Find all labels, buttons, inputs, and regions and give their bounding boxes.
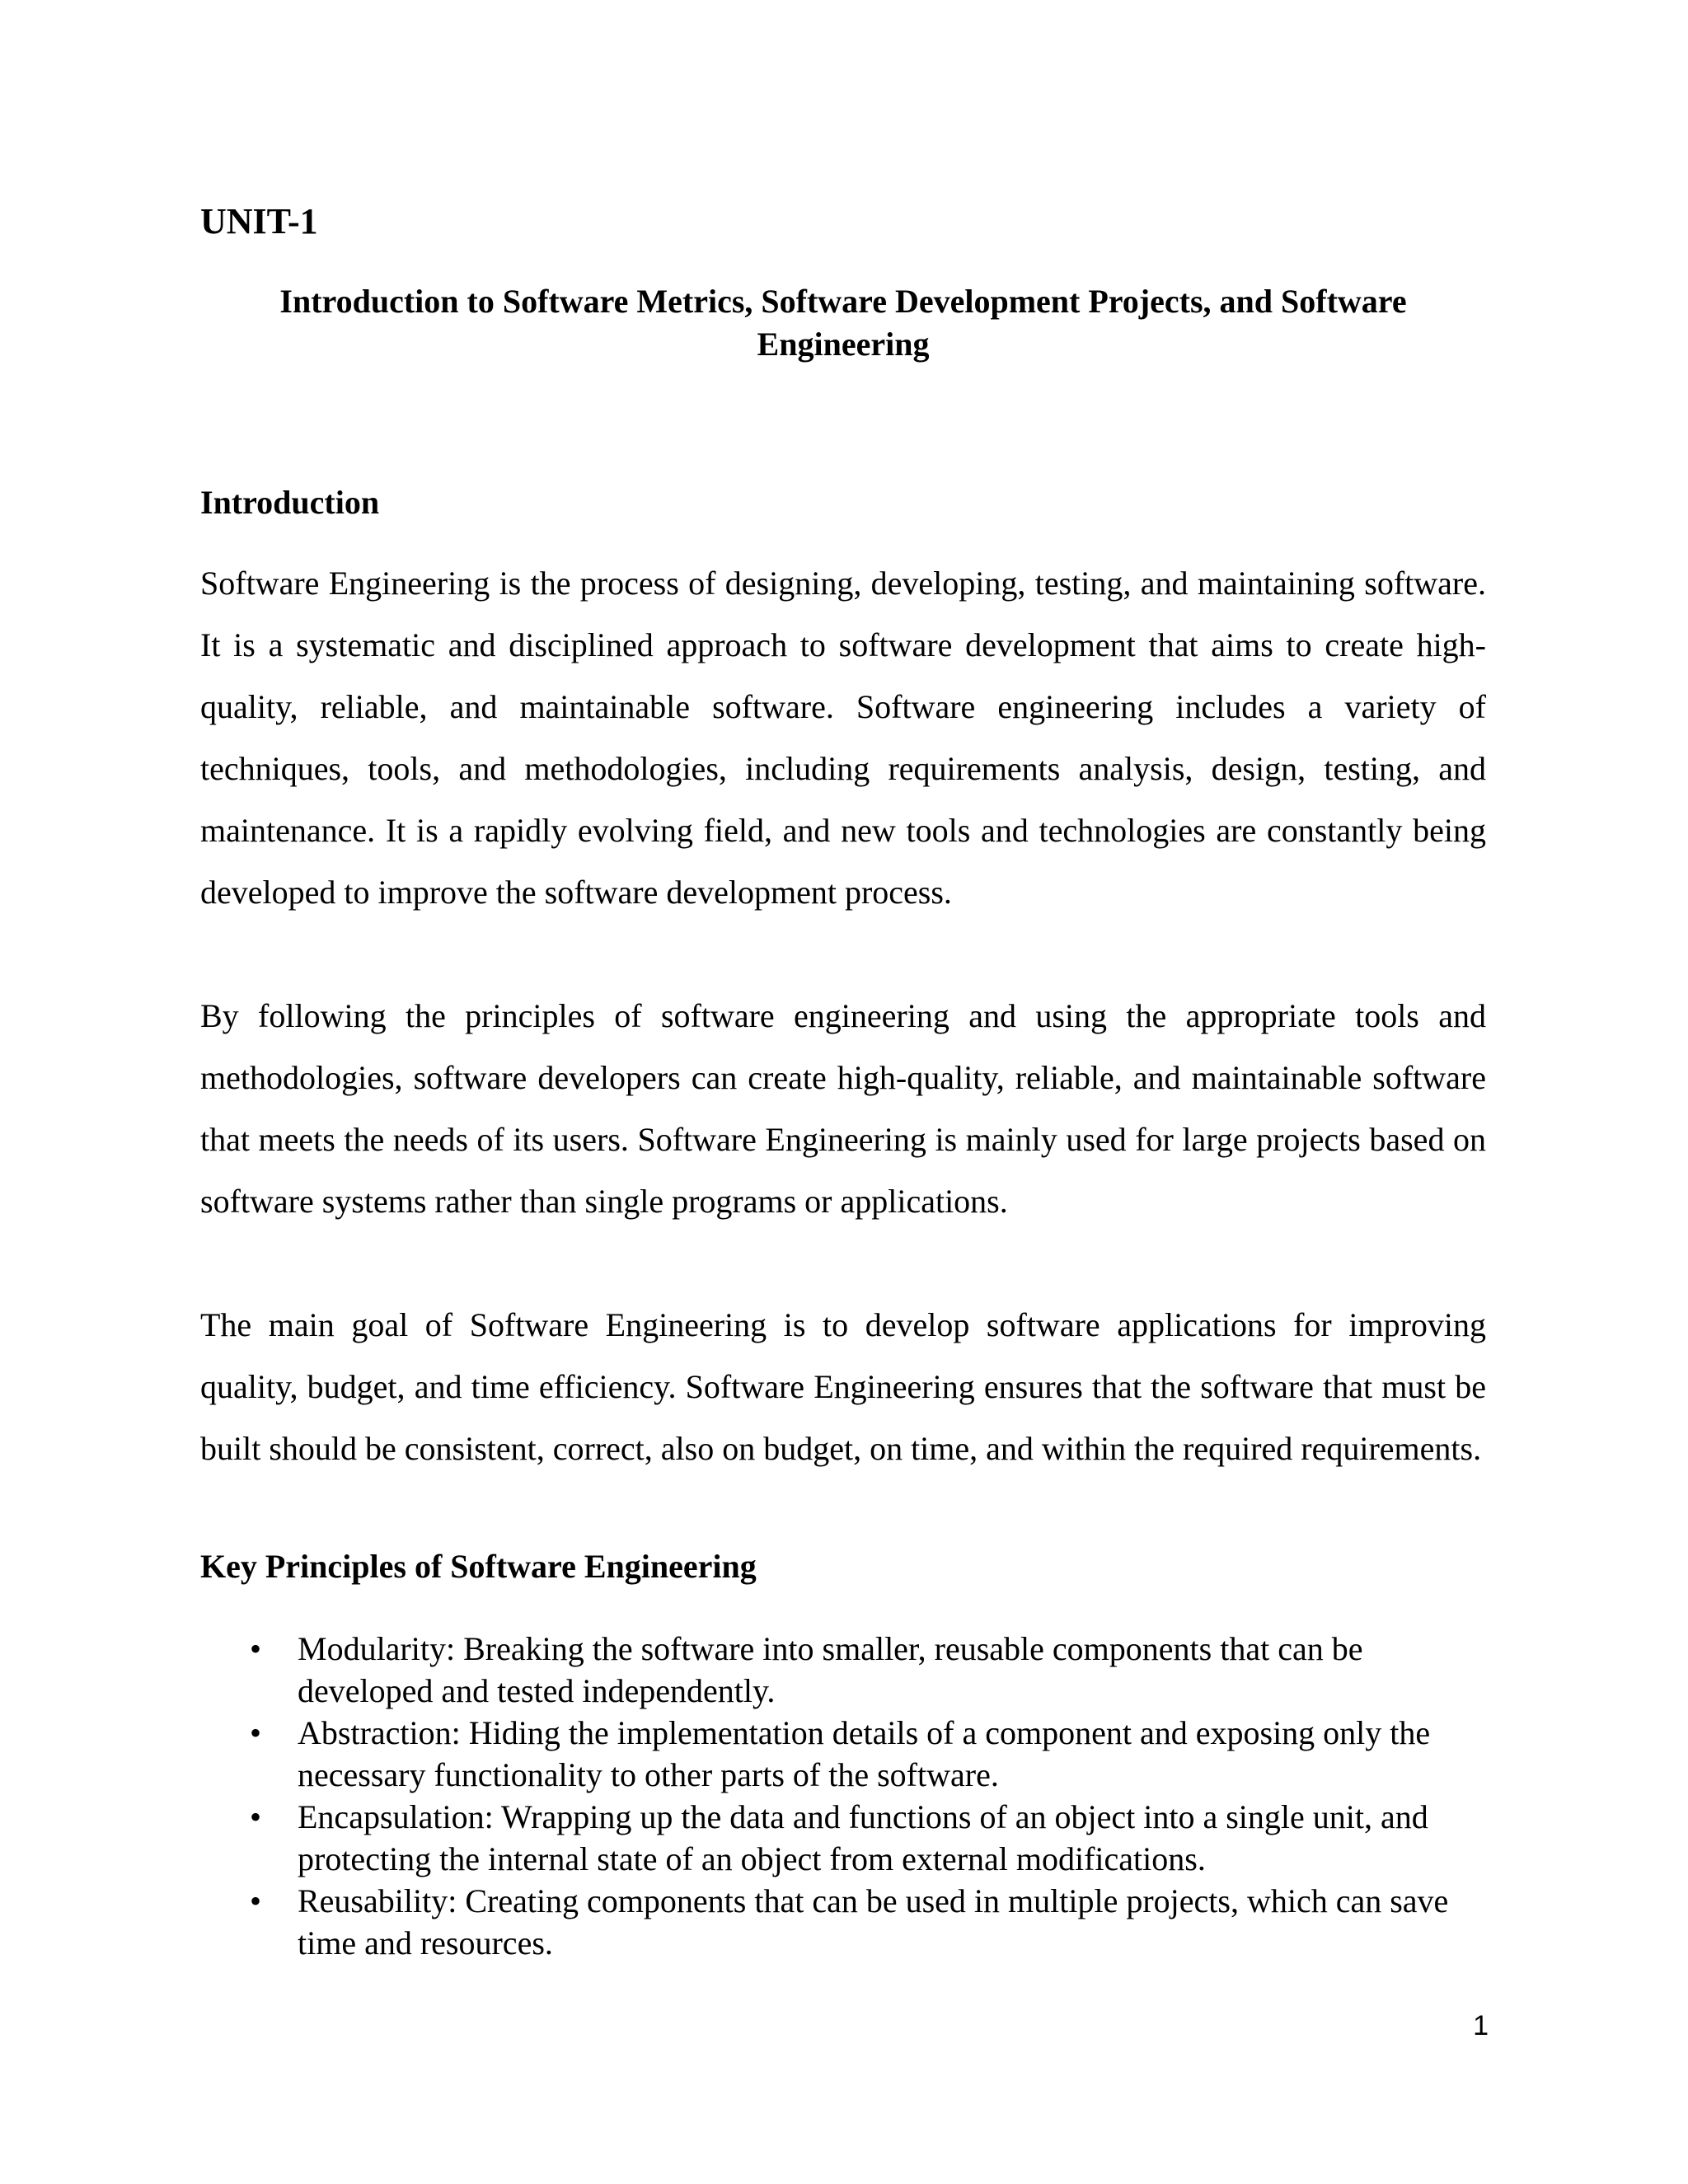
bullet-icon: • xyxy=(250,1630,262,1667)
bullet-icon: • xyxy=(250,1798,262,1835)
list-item-abstraction xyxy=(200,1712,1486,1796)
list-item-reusability xyxy=(200,1880,1486,1964)
introduction-heading: Introduction xyxy=(200,484,380,521)
document-title: Introduction to Software Metrics, Software Development Projects, and Software Engineering xyxy=(279,283,1407,363)
bullet-icon: • xyxy=(250,1714,262,1751)
list-item-text: Modularity: Breaking the software into smaller, reusable components that can be developed and tested independently. xyxy=(298,1630,1363,1709)
list-item-encapsulation xyxy=(200,1796,1486,1880)
key-principles-heading: Key Principles of Software Engineering xyxy=(200,1548,757,1585)
introduction-paragraph-1: Software Engineering is the process of designing, developing, testing, and maintaining software. It is a systematic and disciplined approach to software development that aims to create high-quality, reliable, and maintainable software. Software engineering includes a variety of techniques, tools, and methodologies, including requirements analysis, design, testing, and maintenance. It is a rapidly evolving field, and new tools and technologies are constantly being developed to improve the software development process. xyxy=(200,565,1486,911)
unit-title: UNIT-1 xyxy=(200,201,318,241)
page-number: 1 xyxy=(1473,2010,1489,2041)
key-principles-list xyxy=(200,1628,1486,1964)
introduction-paragraph-3: The main goal of Software Engineering is to develop software applications for improving quality, budget, and time efficiency. Software Engineering ensures that the software that must be built should be consistent, correct, also on budget, on time, and within the required requirements. xyxy=(200,1306,1486,1467)
list-item-text: Encapsulation: Wrapping up the data and functions of an object into a single unit, and protecting the internal state of an object from external modifications. xyxy=(298,1798,1428,1877)
bullet-icon: • xyxy=(250,1882,262,1919)
list-item-modularity xyxy=(200,1628,1486,1712)
list-item-text: Reusability: Creating components that can be used in multiple projects, which can save time and resources. xyxy=(298,1882,1449,1961)
list-item-text: Abstraction: Hiding the implementation details of a component and exposing only the necessary functionality to other parts of the software. xyxy=(298,1714,1431,1793)
introduction-paragraph-2: By following the principles of software engineering and using the appropriate tools and methodologies, software developers can create high-quality, reliable, and maintainable software that meets the needs of its users. Software Engineering is mainly used for large projects based on software systems rather than single programs or applications. xyxy=(200,997,1486,1220)
